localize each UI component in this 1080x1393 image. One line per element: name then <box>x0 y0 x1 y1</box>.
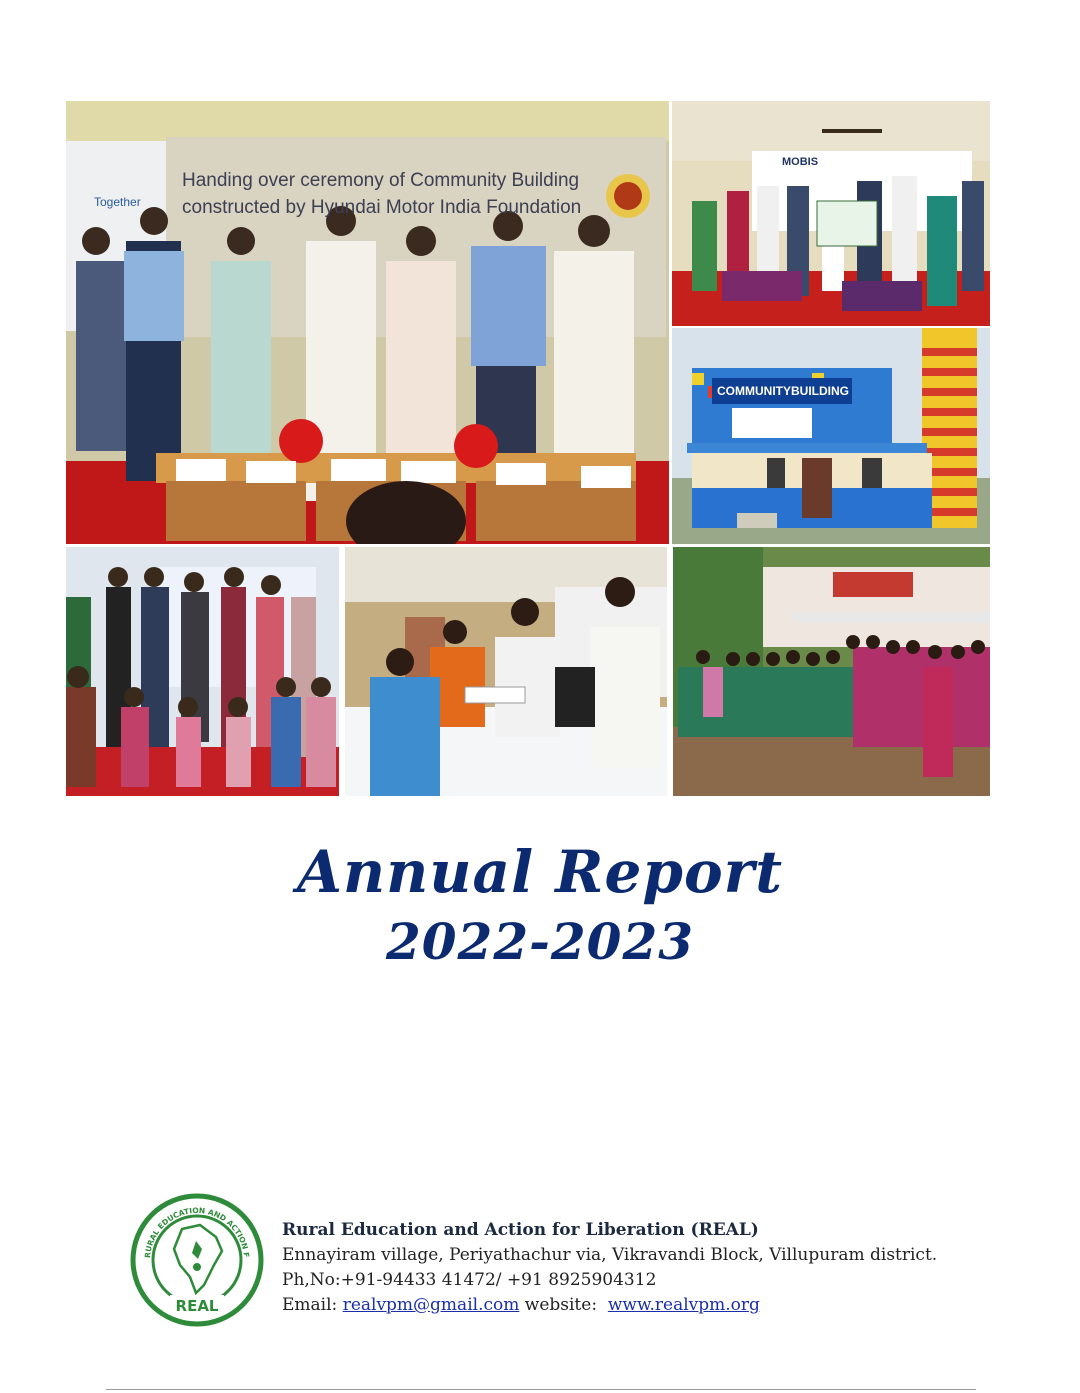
org-phone: Ph,No:+91-94433 41472/ +91 8925904312 <box>282 1270 657 1290</box>
website-label: website: <box>524 1295 598 1315</box>
ceremony-banner-line1: Handing over ceremony of Community Building <box>182 170 580 191</box>
real-logo <box>130 1193 264 1327</box>
org-name: Rural Education and Action for Liberation (REAL) <box>282 1220 759 1240</box>
photo-handing-over-ceremony <box>66 101 669 544</box>
stage-banner-text: MOBIS <box>782 156 819 168</box>
photo-village-group <box>673 547 990 796</box>
ceremony-banner-line2: constructed by Hyundai Motor India Foundation <box>182 197 582 218</box>
photo-cheque-handover <box>345 547 667 796</box>
report-year: 2022-2023 <box>385 912 695 971</box>
building-sign-text: COMMUNITYBUILDING <box>717 384 849 398</box>
photo-children-group <box>66 547 339 796</box>
logo-text: REAL <box>175 1297 219 1315</box>
logo-ring-text: RURAL EDUCATION AND ACTION F <box>142 1205 251 1259</box>
footer-divider <box>106 1389 976 1390</box>
org-address: Ennayiram village, Periyathachur via, Vikravandi Block, Villupuram district. <box>282 1245 938 1265</box>
email-label: Email: <box>282 1295 338 1315</box>
org-contact-line <box>282 1293 760 1317</box>
website-link[interactable]: www.realvpm.org <box>607 1295 760 1315</box>
email-link[interactable]: realvpm@gmail.com <box>342 1295 520 1315</box>
report-title: Annual Report <box>296 838 783 906</box>
photo-stage-event <box>672 101 990 326</box>
photo-community-building <box>672 328 990 544</box>
ceremony-side-text: Together <box>94 195 141 209</box>
